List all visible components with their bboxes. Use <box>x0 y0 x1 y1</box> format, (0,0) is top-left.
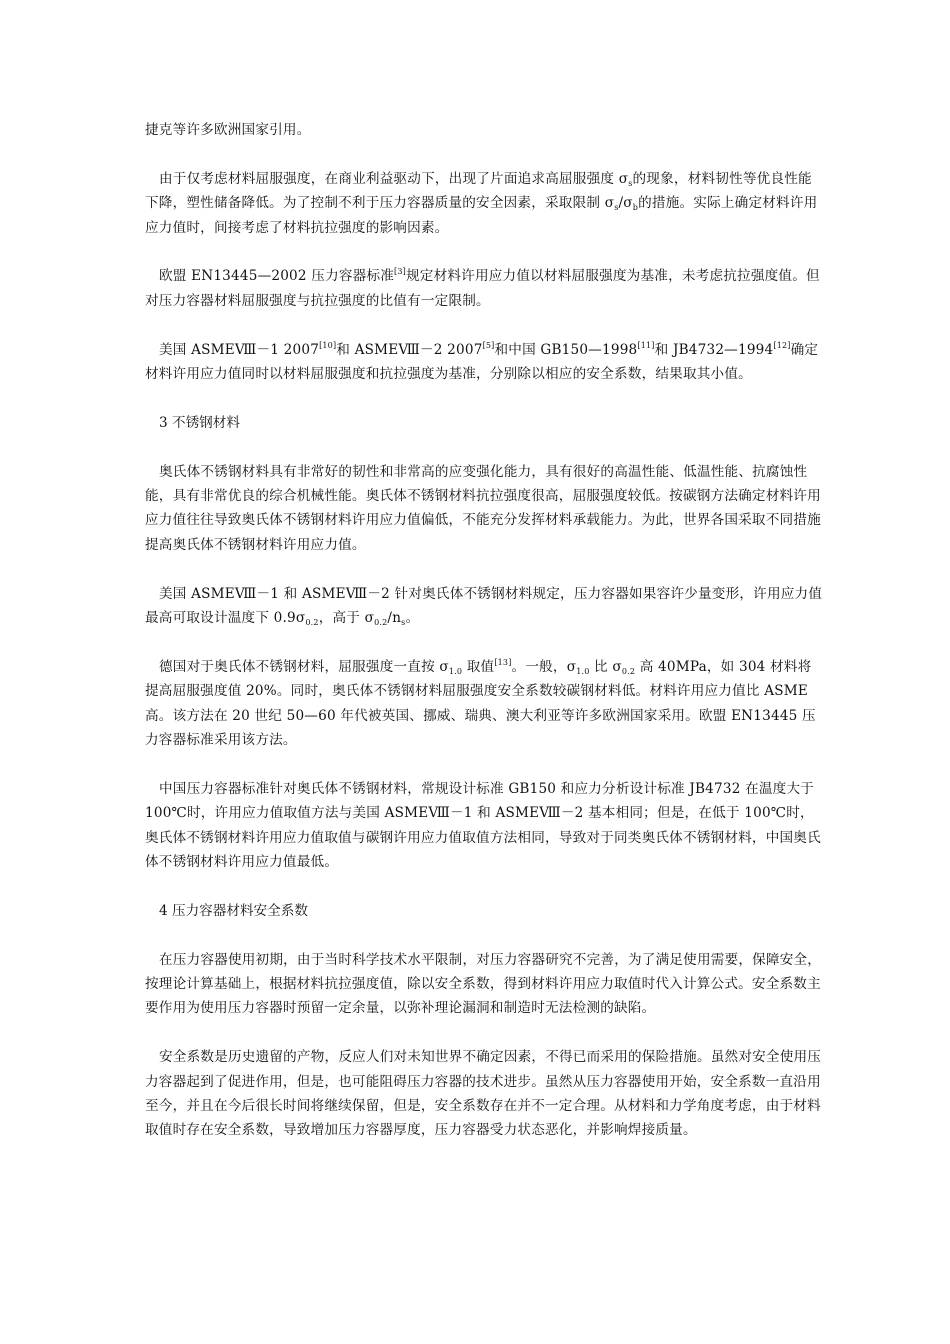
citation-ref[interactable]: [3] <box>394 267 406 277</box>
paragraph-2: 欧盟 EN13445—2002 压力容器标准[3]规定材料许用应力值以材料屈服强度为基准，未考虑抗拉强度值。但对压力容器材料屈服强度与抗拉强度的比值有一定限制。 <box>145 267 820 309</box>
paragraph-3: 美国 ASMEⅧ－1 2007[10]和 ASMEⅧ－2 2007[5]和中国 GB150—1998[11]和 JB4732—1994[12]确定材料许用应力值同时以材料屈服强度和抗拉强度为基准，分别除以相应的安全系数，结果取其小值。 <box>145 340 819 383</box>
paragraph-1: 由于仅考虑材料屈服强度，在商业利益驱动下，出现了片面追求高屈服强度 $\sigma_s$的现象，材料韧性等优良性能下降，塑性储备降低。为了控制不利于压力容器质量的安全因素，采取限制 $\sigma_s/\sigma_b$的措施。实际上确定材料许用应力值时，间接考虑了材料抗拉强度的影响因素。 <box>145 170 818 236</box>
paragraph-7: 中国压力容器标准针对奥氏体不锈钢材料，常规设计标准 GB150 和应力分析设计标准 JB4732 在温度大于 100℃时，许用应力值取值方法与美国 ASMEⅧ－1 和 ASMEⅧ－2 基本相同；但是，在低于 100℃时，奥氏体不锈钢材料许用应力值取值与碳钢许用应力值取值方法相同，导致对于同类奥氏体不锈钢材料，中国奥氏体不锈钢材料许用应力值最低。 <box>145 780 821 871</box>
paragraph-8: 在压力容器使用初期，由于当时科学技术水平限制，对压力容器研究不完善，为了满足使用需要，保障安全，按理论计算基础上，根据材料抗拉强度值，除以安全系数，得到材料许用应力取值时代入计算公式。安全系数主要作用为使用压力容器时预留一定余量，以弥补理论漏洞和制造时无法检测的缺陷。 <box>145 951 822 1017</box>
citation-ref[interactable]: [5] <box>482 340 495 350</box>
document-page <box>145 118 825 1167</box>
paragraph-6: 德国对于奥氏体不锈钢材料，屈服强度一直按 $\sigma_{1.0}$ 取值[13]。一般，$\sigma_{1.0}$ 比 $\sigma_{0.2}$ 高 40MPa，如 304 材料将提高屈服强度值 20%。同时，奥氏体不锈钢材料屈服强度安全系数较碳钢材料低。材料许用应力值比 ASME 高。该方法在 20 世纪 50—60 年代被英国、挪威、瑞典、澳大利亚等许多欧洲国家采用。欧盟 EN13445 压力容器标准采用该方法。 <box>145 657 816 749</box>
paragraph-4: 奥氏体不锈钢材料具有非常好的韧性和非常高的应变强化能力，具有很好的高温性能、低温性能、抗腐蚀性能，具有非常优良的综合机械性能。奥氏体不锈钢材料抗拉强度很高，屈服强度较低。按碳钢方法确定材料许用应力值往往导致奥氏体不锈钢材料许用应力值偏低，不能充分发挥材料承载能力。为此，世界各国采取不同措施提高奥氏体不锈钢材料许用应力值。 <box>145 463 821 553</box>
citation-ref[interactable]: [12] <box>773 340 791 350</box>
paragraph-9: 安全系数是历史遗留的产物，反应人们对未知世界不确定因素，不得已而采用的保险措施。虽然对安全使用压力容器起到了促进作用，但是，也可能阻碍压力容器的技术进步。虽然从压力容器使用开始，安全系数一直沿用至今，并且在今后很长时间将继续保留，但是，安全系数存在并不一定合理。从材料和力学角度考虑，由于材料取值时存在安全系数，导致增加压力容器厚度，压力容器受力状态恶化，并影响焊接质量。 <box>145 1049 822 1139</box>
citation-ref[interactable]: [10] <box>319 340 337 350</box>
paragraph-5: 美国 ASMEⅧ－1 和 ASMEⅧ－2 针对奥氏体不锈钢材料规定，压力容器如果容许少量变形，许用应力值最高可取设计温度下 $0.9\sigma_{0.2}$，高于 $\sigma_{0.2}/n_s$。 <box>145 585 823 628</box>
citation-ref[interactable]: [11] <box>637 340 655 350</box>
citation-ref[interactable]: [13] <box>494 657 512 667</box>
paragraph-0: 捷克等许多欧洲国家引用。 <box>145 122 311 138</box>
section-heading-4: 4 压力容器材料安全系数 <box>159 902 308 919</box>
section-heading-3: 3 不锈钢材料 <box>159 414 240 431</box>
